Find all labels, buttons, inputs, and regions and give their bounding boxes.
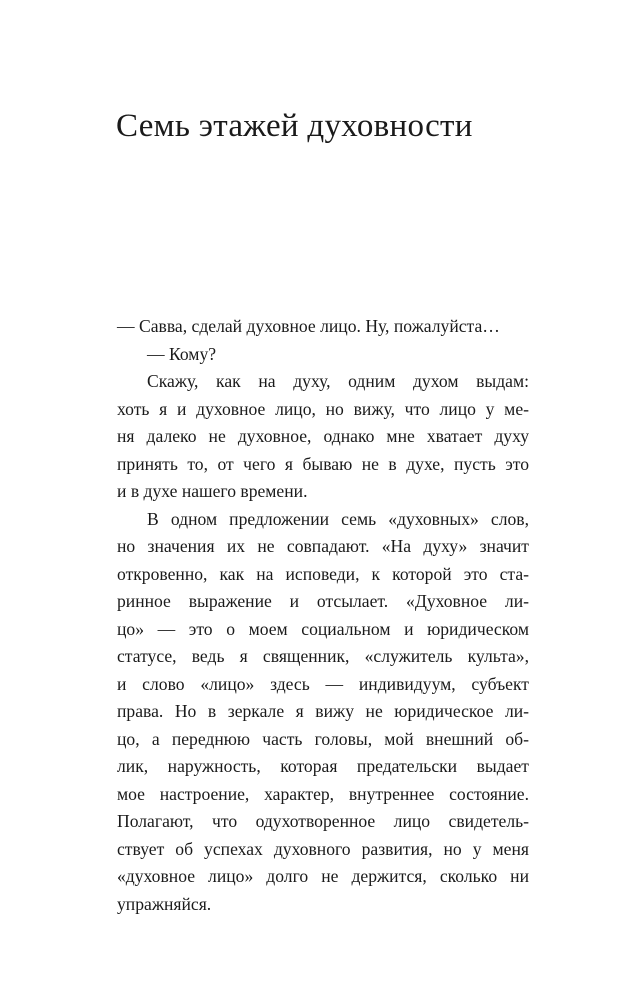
text-line: ствует об успехах духовного развития, но у меня	[117, 838, 529, 859]
text-line: мое настроение, характер, внутреннее состояние.	[117, 783, 529, 804]
chapter-body	[117, 313, 529, 918]
text-line: В одном предложении семь «духовных» слов,	[147, 508, 529, 529]
text-line: откровенно, как на исповеди, к которой это ста-	[117, 563, 529, 584]
text-line: статусе, ведь я священник, «служитель культа»,	[117, 646, 529, 666]
text-line: — Савва, сделай духовное лицо. Ну, пожалуйста…	[117, 316, 500, 336]
text-line: лик, наружность, которая предательски выдает	[117, 756, 529, 776]
text-line: но значения их не совпадают. «На духу» значит	[117, 536, 529, 556]
text-line: и слово «лицо» здесь — индивидуум, субъект	[117, 673, 529, 694]
chapter-title: Семь этажей духовности	[116, 108, 473, 144]
text-line: ня далеко не духовное, однако мне хватает духу	[117, 426, 529, 446]
text-line: цо, а переднюю часть головы, мой внешний об-	[117, 728, 529, 749]
text-line: права. Но в зеркале я вижу не юридическое ли-	[117, 701, 529, 721]
text-line: принять то, от чего я бываю не в духе, пусть это	[117, 453, 529, 474]
text-line: хоть я и духовное лицо, но вижу, что лицо у ме-	[117, 398, 529, 419]
text-line: упражняйся.	[117, 893, 212, 914]
text-line: «духовное лицо» долго не держится, сколько ни	[117, 866, 529, 886]
text-line: Полагают, что одухотворенное лицо свидетель-	[117, 811, 529, 831]
text-line: цо» — это о моем социальном и юридическом	[117, 618, 529, 639]
text-line: Скажу, как на духу, одним духом выдам:	[147, 371, 529, 391]
text-line: ринное выражение и отсылает. «Духовное ли-	[117, 591, 529, 611]
text-line: — Кому?	[147, 343, 217, 364]
text-line: и в духе нашего времени.	[117, 481, 308, 501]
